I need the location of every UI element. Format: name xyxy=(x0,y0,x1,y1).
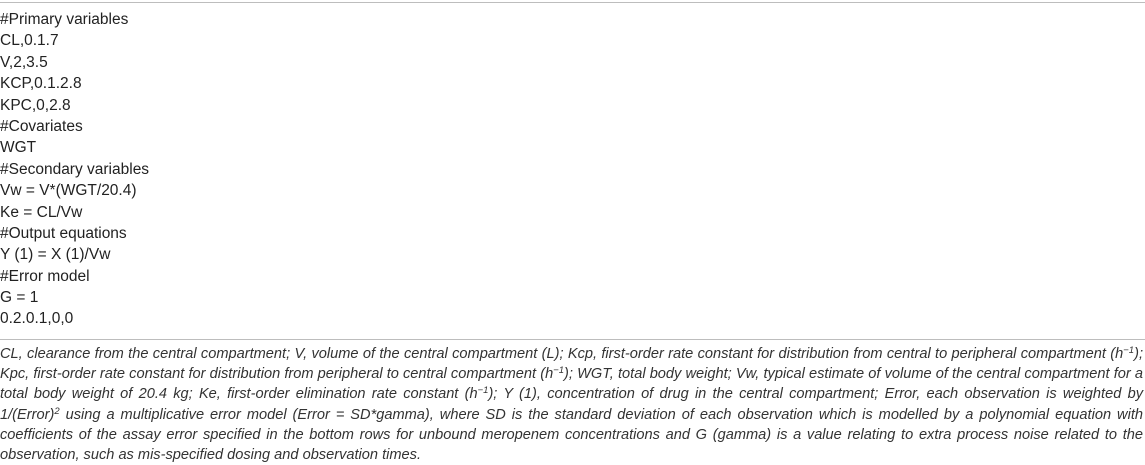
code-line-ke-equation: Ke = CL/Vw xyxy=(0,203,83,221)
footnote-text-4: ); Y (1), concentration of drug in the central compartment; Error, each observation is weighted by 1/(Error) xyxy=(0,386,1143,423)
footnote-text-5: using a multiplicative error model (Error = SD*gamma), where SD is the standard deviation of each observation which is modelled by a polynomial equation with coefficients of the assay error specified in the bottom rows for unbound meropenem concentrations and G (gamma) is a value relating to extra process noise related to the observation, such as mis-specified dosing and observation times. xyxy=(0,406,1143,464)
table-footnote-rule xyxy=(0,339,1145,340)
code-line-kpc: KPC,0,2.8 xyxy=(0,96,71,114)
code-line-secondary-variables-header: #Secondary variables xyxy=(0,160,150,178)
model-code-block xyxy=(0,9,1145,330)
footnote-superscript-3: −1 xyxy=(477,385,489,397)
footnote-superscript-1: −1 xyxy=(1123,345,1135,356)
code-line-v: V,2,3.5 xyxy=(0,53,48,71)
code-line-gamma: G = 1 xyxy=(0,289,39,307)
footnote-text-3: ); WGT, total body weight; Vw, typical estimate of volume of the central compartment for a total body weight of 20.4 kg; Ke, first-order elimination rate constant (h xyxy=(0,366,1143,403)
table-footnote xyxy=(0,344,1143,465)
footnote-text-1: CL, clearance from the central compartment; V, volume of the central compartment (L); Kcp, first-order rate constant for distribution from central to peripheral compartment (h xyxy=(0,346,1124,362)
code-line-output-equations-header: #Output equations xyxy=(0,224,127,242)
footnote-superscript-4: 2 xyxy=(54,405,60,417)
code-line-error-model-header: #Error model xyxy=(0,267,90,285)
code-line-cl: CL,0.1.7 xyxy=(0,32,59,50)
code-line-primary-variables-header: #Primary variables xyxy=(0,11,129,28)
footnote-superscript-2: −1 xyxy=(553,365,565,377)
code-line-vw-equation: Vw = V*(WGT/20.4) xyxy=(0,182,137,200)
code-line-kcp: KCP,0.1.2.8 xyxy=(0,75,82,93)
code-line-output-equation: Y (1) = X (1)/Vw xyxy=(0,246,111,264)
code-line-covariates-header: #Covariates xyxy=(0,117,83,135)
code-line-error-coefficients: 0.2.0.1,0,0 xyxy=(0,310,74,328)
code-line-wgt: WGT xyxy=(0,139,37,157)
footnote-text-2: ); Kpc, first-order rate constant for distribution from peripheral to central compartment (h xyxy=(0,346,1143,383)
table-top-rule xyxy=(0,2,1145,3)
